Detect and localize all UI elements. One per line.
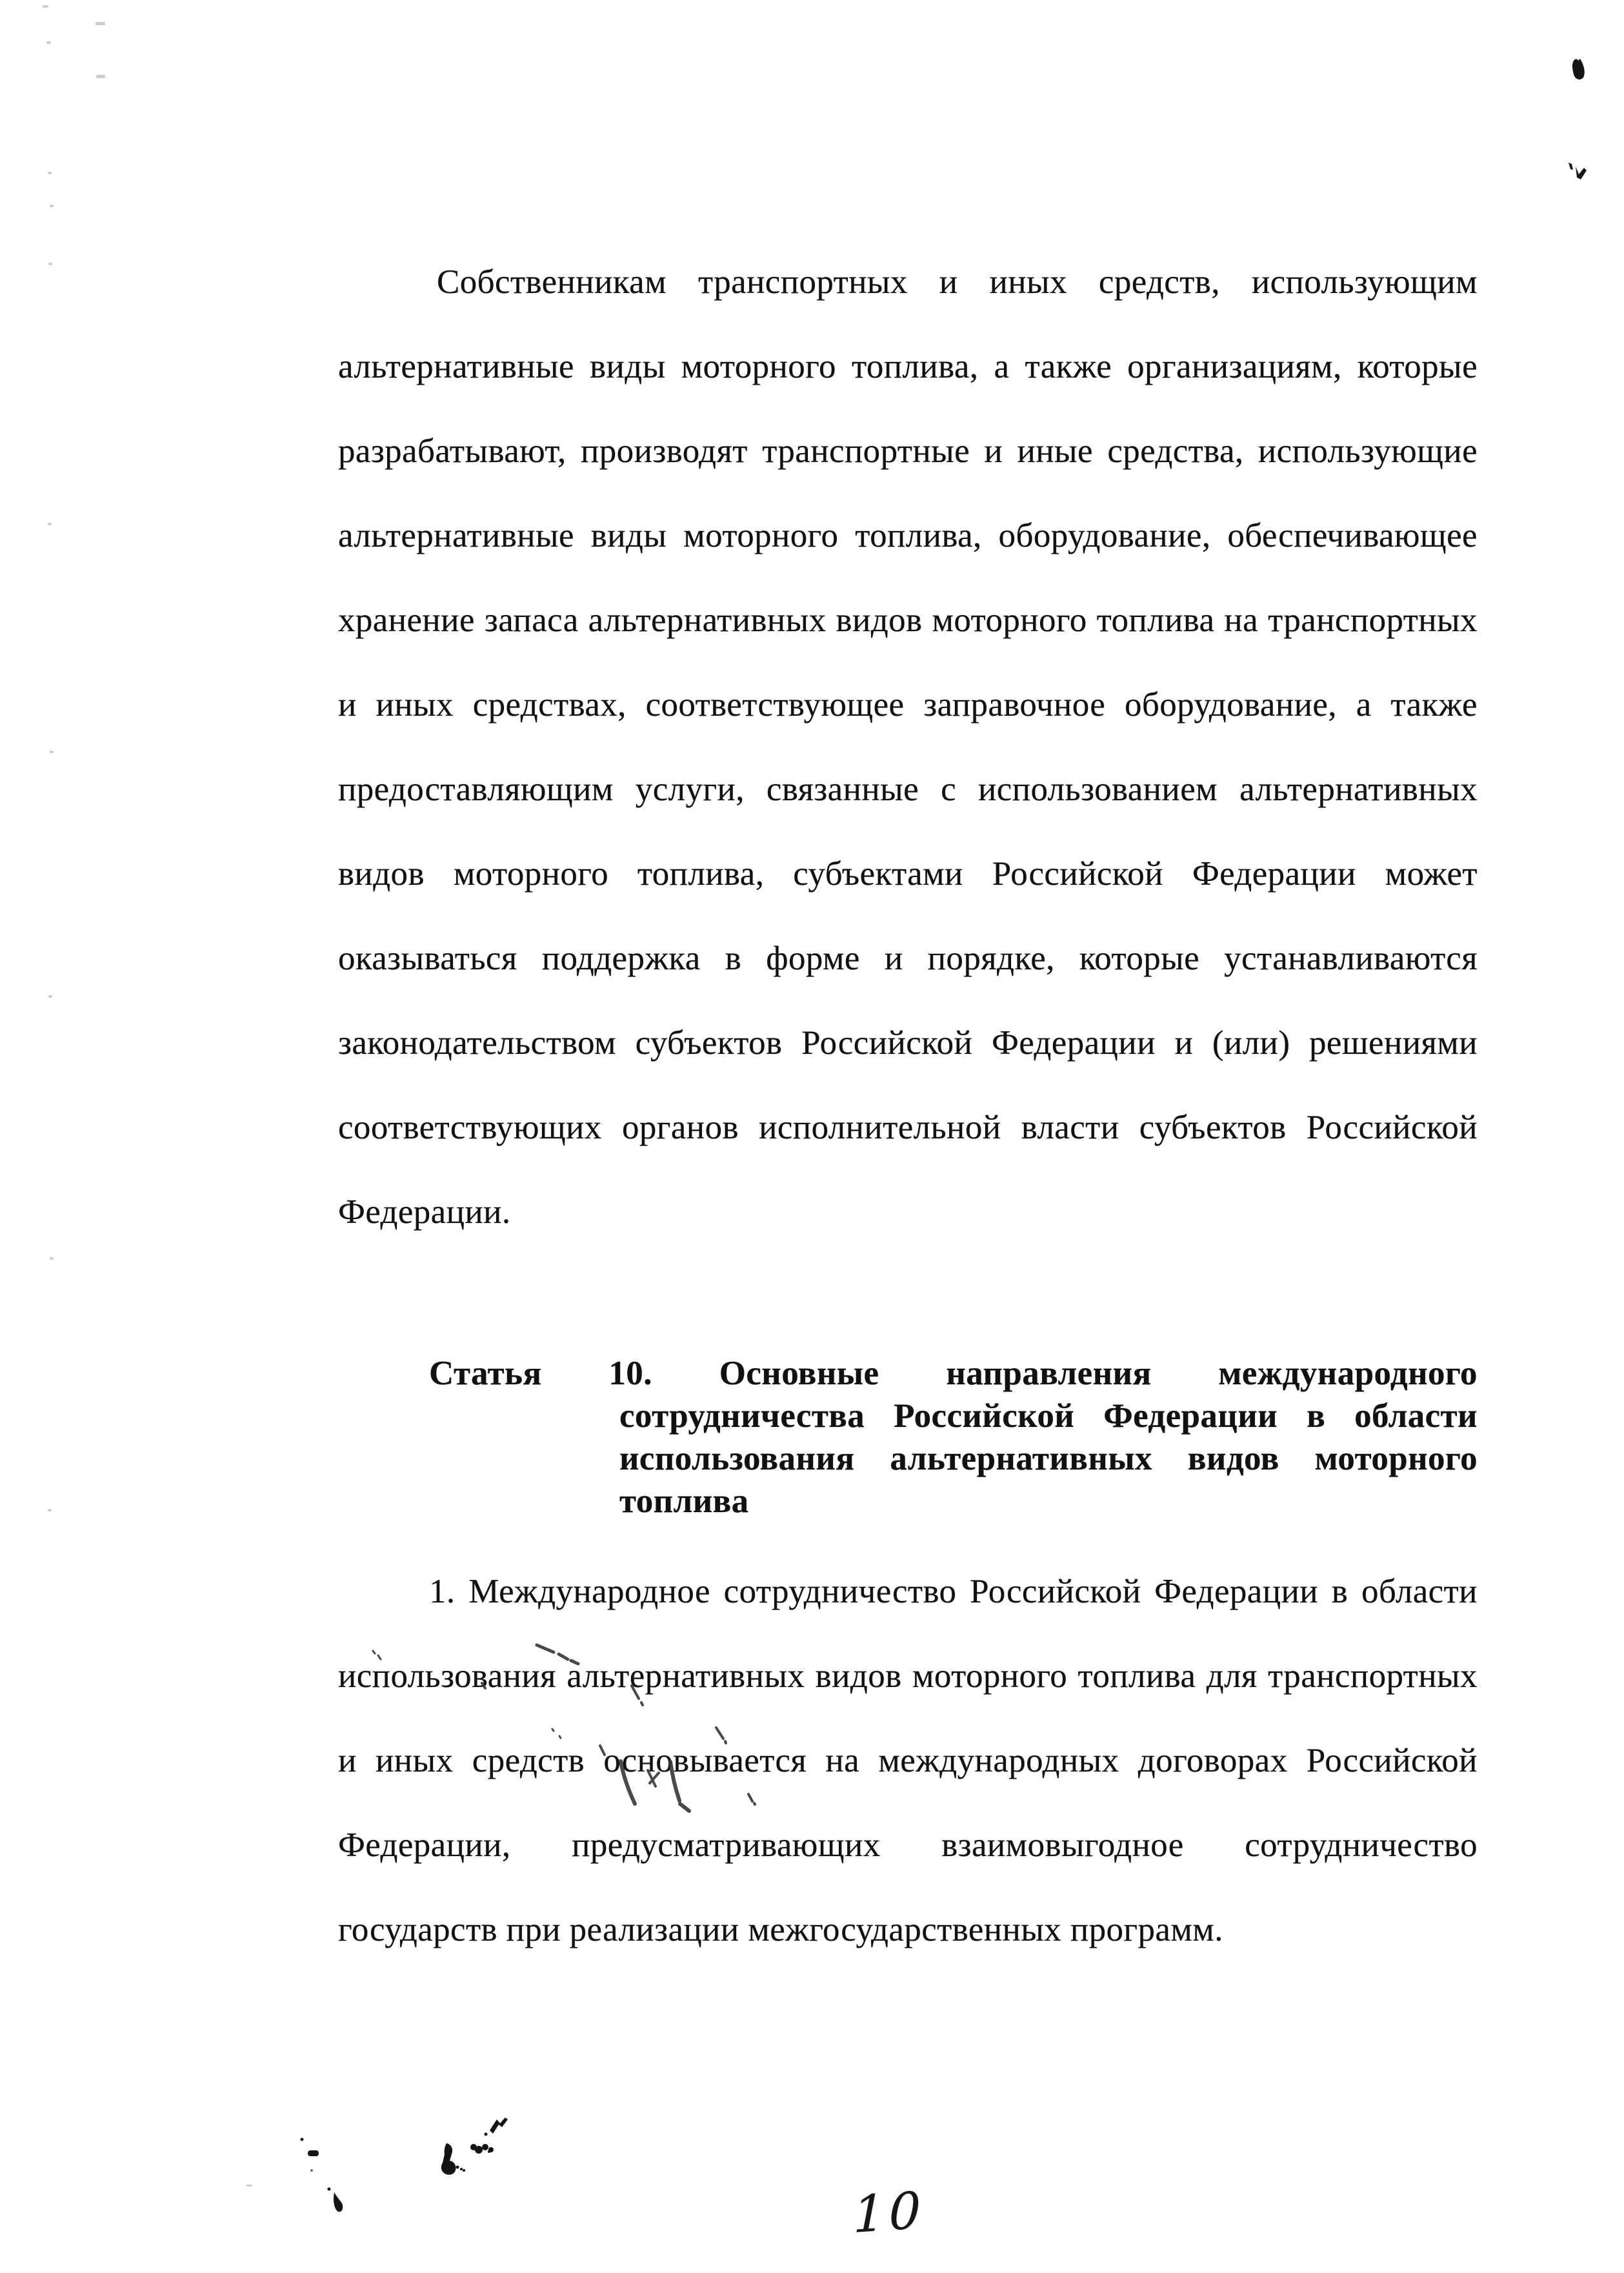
page-number: 10	[853, 2181, 925, 2245]
text-line: Собственникам транспортных и иных средств, использующим	[437, 263, 1478, 301]
text-line: разрабатывают, производят транспортные и иные средства, использующие	[338, 432, 1478, 470]
text-line: Федерации.	[338, 1193, 511, 1231]
text-line: законодательством субъектов Российской Федерации и (или) решениями	[338, 1024, 1478, 1062]
paragraph-support-measures	[338, 240, 1478, 1255]
paragraph-international-cooperation	[338, 1550, 1478, 1972]
article-10-heading	[429, 1352, 1478, 1522]
text-line: Федерации, предусматривающих взаимовыгодное сотрудничество	[338, 1826, 1478, 1864]
article-heading-line: топлива	[619, 1482, 749, 1520]
text-line: альтернативные виды моторного топлива, а также организациям, которые	[338, 348, 1478, 385]
article-heading-line: сотрудничества Российской Федерации в области	[619, 1397, 1478, 1435]
text-line: видов моторного топлива, субъектами Российской Федерации может	[338, 855, 1478, 893]
ink-smudges-bottom-left	[301, 2117, 508, 2212]
text-line: и иных средствах, соответствующее заправочное оборудование, а также	[338, 686, 1478, 723]
ink-mark-top-right	[1569, 59, 1587, 179]
text-line: оказываться поддержка в форме и порядке, которые устанавливаются	[338, 940, 1478, 977]
article-heading-line: Статья 10. Основные направления международного	[429, 1355, 1478, 1392]
text-line: альтернативные виды моторного топлива, оборудование, обеспечивающее	[338, 517, 1478, 554]
article-heading-line: использования альтернативных видов моторного	[619, 1440, 1478, 1477]
page-edge-specks	[43, 5, 252, 2187]
text-line: использования альтернативных видов моторного топлива для транспортных	[338, 1657, 1478, 1695]
text-line: предоставляющим услуги, связанные с использованием альтернативных	[338, 771, 1478, 808]
text-line: 1. Международное сотрудничество Российской Федерации в области	[429, 1573, 1478, 1610]
text-line: государств при реализации межгосударственных программ.	[338, 1911, 1223, 1948]
text-line: и иных средств основывается на международных договорах Российской	[338, 1742, 1478, 1779]
text-line: хранение запаса альтернативных видов моторного топлива на транспортных	[338, 601, 1478, 639]
text-line: соответствующих органов исполнительной власти субъектов Российской	[338, 1109, 1478, 1146]
